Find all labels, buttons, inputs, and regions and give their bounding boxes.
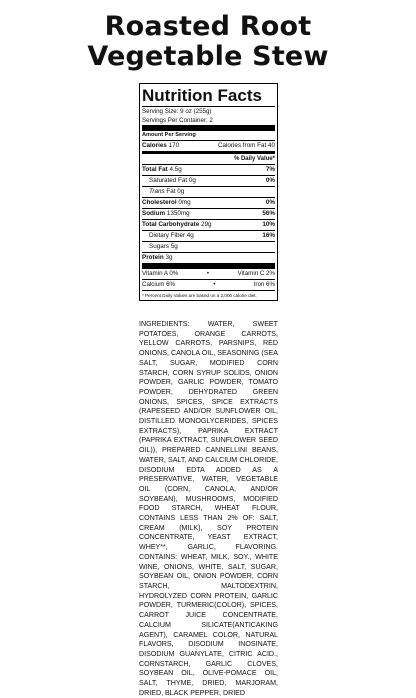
- nutrient-label: Sugars: [149, 243, 169, 250]
- nutrient-row-total-fat: [142, 164, 275, 175]
- vitamin-c: Vitamin C 2%: [237, 270, 275, 277]
- daily-value-header: % Daily Value*: [233, 156, 275, 162]
- nutrient-label: Total Carbohydrate: [142, 221, 200, 228]
- calcium: Calcium 6%: [142, 281, 176, 288]
- nutrient-label: Total Fat: [142, 166, 168, 173]
- nutrient-amount: 4g: [186, 232, 194, 239]
- nutrient-amount: Fat 0g: [166, 188, 185, 195]
- nutrient-amount: 29g: [201, 221, 212, 228]
- nutrition-facts-panel: [139, 83, 278, 301]
- nutrient-label: Protein: [142, 254, 164, 261]
- nutrient-row-cholesterol: [142, 197, 275, 208]
- nutrient-row-sugars: [142, 241, 275, 252]
- calories-label: Calories: [142, 142, 167, 149]
- nutrient-row-protein: [142, 252, 275, 263]
- nutrient-row-sodium: [142, 208, 275, 219]
- footnote: * Percent Daily Values are based on a 2,000 calorie diet.: [142, 290, 275, 300]
- nutrient-label: Trans: [149, 188, 165, 195]
- nutrient-amount: 5g: [170, 243, 178, 250]
- nutrient-amount: 1350mg: [166, 210, 190, 217]
- nutrient-dv: 7%: [265, 166, 275, 173]
- nutrient-amount: 0g: [188, 177, 196, 184]
- nutrient-dv: 0%: [265, 199, 275, 206]
- nutrient-label: Saturated Fat: [149, 177, 188, 184]
- nutrition-facts-heading: Nutrition Facts: [142, 86, 262, 105]
- vitamin-row-1: [142, 269, 275, 279]
- bullet: •: [206, 270, 210, 277]
- vitamin-row-2: [142, 279, 275, 290]
- nutrient-label: Cholesterol: [142, 199, 177, 206]
- servings-per-container: Servings Per Container: 2: [142, 117, 213, 124]
- amount-per-serving: Amount Per Serving: [142, 132, 196, 138]
- title-line-1: Roasted Root: [104, 11, 312, 42]
- nutrient-row-saturated-fat: [142, 175, 275, 186]
- nutrient-amount: 4.5g: [169, 166, 182, 173]
- title-line-2: Vegetable Stew: [87, 41, 329, 72]
- nutrient-row-dietary-fiber: [142, 230, 275, 241]
- calories-row: [142, 140, 275, 151]
- nutrient-amount: 3g: [165, 254, 173, 261]
- nutrient-row-total-carbohydrate: [142, 219, 275, 230]
- nutrient-amount: 0mg: [178, 199, 191, 206]
- iron: Iron 6%: [253, 281, 275, 288]
- calories-from-fat: Calories from Fat 40: [217, 142, 275, 149]
- bullet: •: [213, 281, 216, 288]
- calories-value: 170: [168, 142, 180, 149]
- nutrient-label: Dietary Fiber: [149, 232, 186, 239]
- nutrient-dv: 16%: [262, 232, 275, 239]
- nutrient-dv: 0%: [265, 177, 275, 184]
- nutrient-row-trans-fat: [142, 186, 275, 197]
- serving-size: Serving Size: 9 oz (255g): [142, 106, 275, 116]
- nutrient-dv: 56%: [262, 210, 275, 217]
- product-title: [0, 12, 416, 72]
- nutrient-dv: 10%: [262, 221, 275, 228]
- ingredients-text: INGREDIENTS: WATER, SWEET POTATOES, ORANGE CARROTS, YELLOW CARROTS, PARSNIPS, RED ONIONS, CANOLA OIL, SEASONING (SEA SALT, SUGAR, MODIFIED CORN STARCH, CORN SYRUP SOLIDS, ONION POWDER, GARLIC POWDER, TOMATO POWDER, DEHYDRATED GREEN ONIONS, SPICES, SPICE EXTRACTS (RAPESEED AND/OR SUNFLOWER OIL, DISTILLED MONOGLYCERIDES, SPICES EXTRACTS), PAPRIKA EXTRACT (PAPRIKA EXTRACT, SUNFLOWER SEED OIL)), PREPARED CANNELLINI BEANS, WATER, SALT, AND CALCIUM CHLORIDE, DISODIUM EDTA ADDED AS A PRESERVATIVE, WATER, VEGETABLE OIL (CORN, CANOLA, AND/OR SOYBEAN), MUSHROOMS, MODIFIED FOOD STARCH, WHEAT FLOUR, CONTAINS LESS THAN 2% OF: SALT, CREAM (MILK), SOY PROTEIN CONCENTRATE, YEAST EXTRACT, WHEY**, GARLIC, FLAVORING. CONTAINS: WHEAT, MILK, SOY., WHITE WINE, ONIONS, WHITE, SALT, SUGAR, SOYBEAN OIL, ONION POWDER, CORN STARCH, MALTODEXTRIN, HYDROLYZED CORN PROTEIN, GARLIC POWDER, TURMERIC(COLOR), SPICES, CARROT JUICE CONCENTRATE, CALCIUM SILICATE(ANTICAKING AGENT), CARAMEL COLOR, NATURAL FLAVORS, DISODIUM INOSINATE, DISODIUM GUANYLATE, CITRIC ACID., CORNSTARCH, GARLIC CLOVES, SOYBEAN OIL, OLIVE-POMACE OIL, SALT, THYME, DRIED, MARJORAM, DRIED, BLACK PEPPER, DRIED: [139, 320, 278, 697]
- nutrient-label: Sodium: [142, 210, 166, 217]
- vitamin-a: Vitamin A 0%: [142, 270, 179, 277]
